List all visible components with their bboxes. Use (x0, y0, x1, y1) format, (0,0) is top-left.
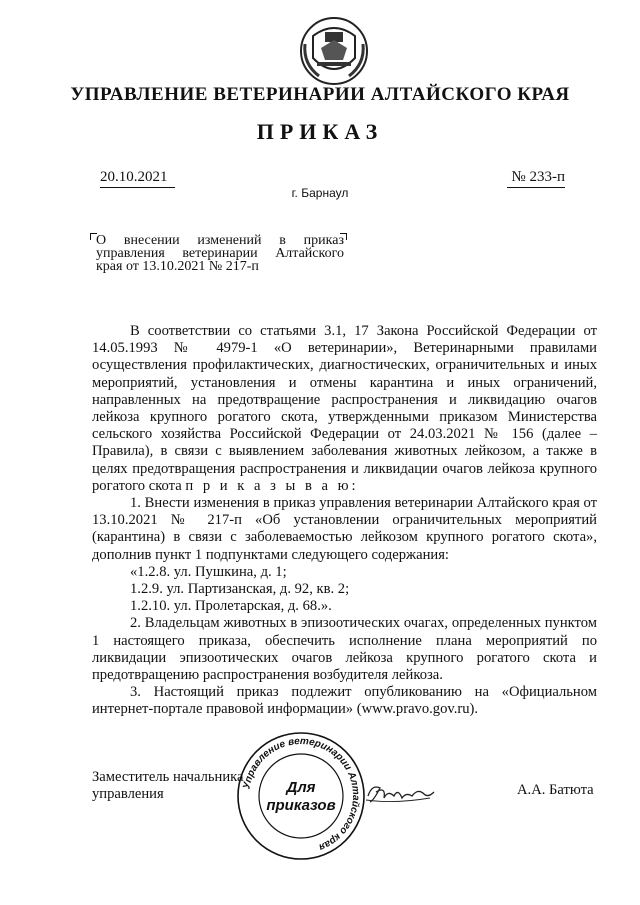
handwritten-signature (364, 778, 436, 808)
document-type: ПРИКАЗ (256, 119, 384, 144)
svg-text:Для: Для (286, 779, 316, 796)
coat-of-arms-emblem (297, 14, 371, 88)
document-date: 20.10.2021 (100, 169, 175, 188)
document-number: № 233-п (507, 169, 565, 188)
sub-item-3: 1.2.10. ул. Пролетарская, д. 68.». (130, 598, 332, 615)
sub-item-2: 1.2.9. ул. Партизанская, д. 92, кв. 2; (130, 581, 350, 598)
svg-text:Управление ветеринарии Алтайск: Управление ветеринарии Алтайского края (241, 735, 362, 853)
city: г. Барнаул (291, 186, 349, 200)
document-body (92, 323, 597, 719)
item-1: 1. Внести изменения в приказ управления ветеринарии Алтайского края от 13.10.2021 № 217-п «Об установлении ограничительных мероприятий (карантина) в связи с заболеваемостью лейкозом крупного рогатого скота», дополнив пункт 1 подпунктами следующего содержания: (92, 495, 597, 563)
official-stamp (235, 730, 367, 862)
order-word: п р и к а з ы в а ю: (185, 477, 359, 494)
item-2: 2. Владельцам животных в эпизоотических очагах, определенных пунктом 1 настоящего приказа, обеспечить исполнение плана мероприятий по ликвидации эпизоотических очагов лейкоза крупного рогатого скота и предотвращению распространения возбудителя лейкоза. (92, 615, 597, 684)
svg-text:приказов: приказов (266, 797, 336, 814)
organization-name: УПРАВЛЕНИЕ ВЕТЕРИНАРИИ АЛТАЙСКОГО КРАЯ (70, 84, 570, 105)
document-subject: О внесении изменений в приказ управления ветеринарии Алтайского края от 13.10.2021 № 217-п (96, 233, 344, 274)
signer-position: Заместитель начальника управления (92, 769, 244, 802)
preamble: В соответствии со статьями 3.1, 17 Закона Российской Федерации от 14.05.1993 № 4979-1 «О ветеринарии», Ветеринарными правилами осуществления профилактических, диагностических, ограничительных и иных мероприятий, установления и отмены карантина и иных ограничений, направленных на предотвращение распространения и ликвидацию очагов лейкоза крупного рогатого скота, утвержденными приказом Министерства сельского хозяйства Российской Федерации от 24.03.2021 № 156 (далее – Правила), в связи с выявлением заболевания животных лейкозом, а также в целях предотвращения распространения и ликвидации очагов лейкоза крупного рогатого скота п р и к а з ы в а ю: (92, 323, 597, 494)
item-3: 3. Настоящий приказ подлежит опубликованию на «Официальном интернет-портале правовой информации» (www.pravo.gov.ru). (92, 684, 597, 718)
sub-item-1: «1.2.8. ул. Пушкина, д. 1; (130, 563, 287, 580)
signer-name: А.А. Батюта (517, 782, 594, 798)
